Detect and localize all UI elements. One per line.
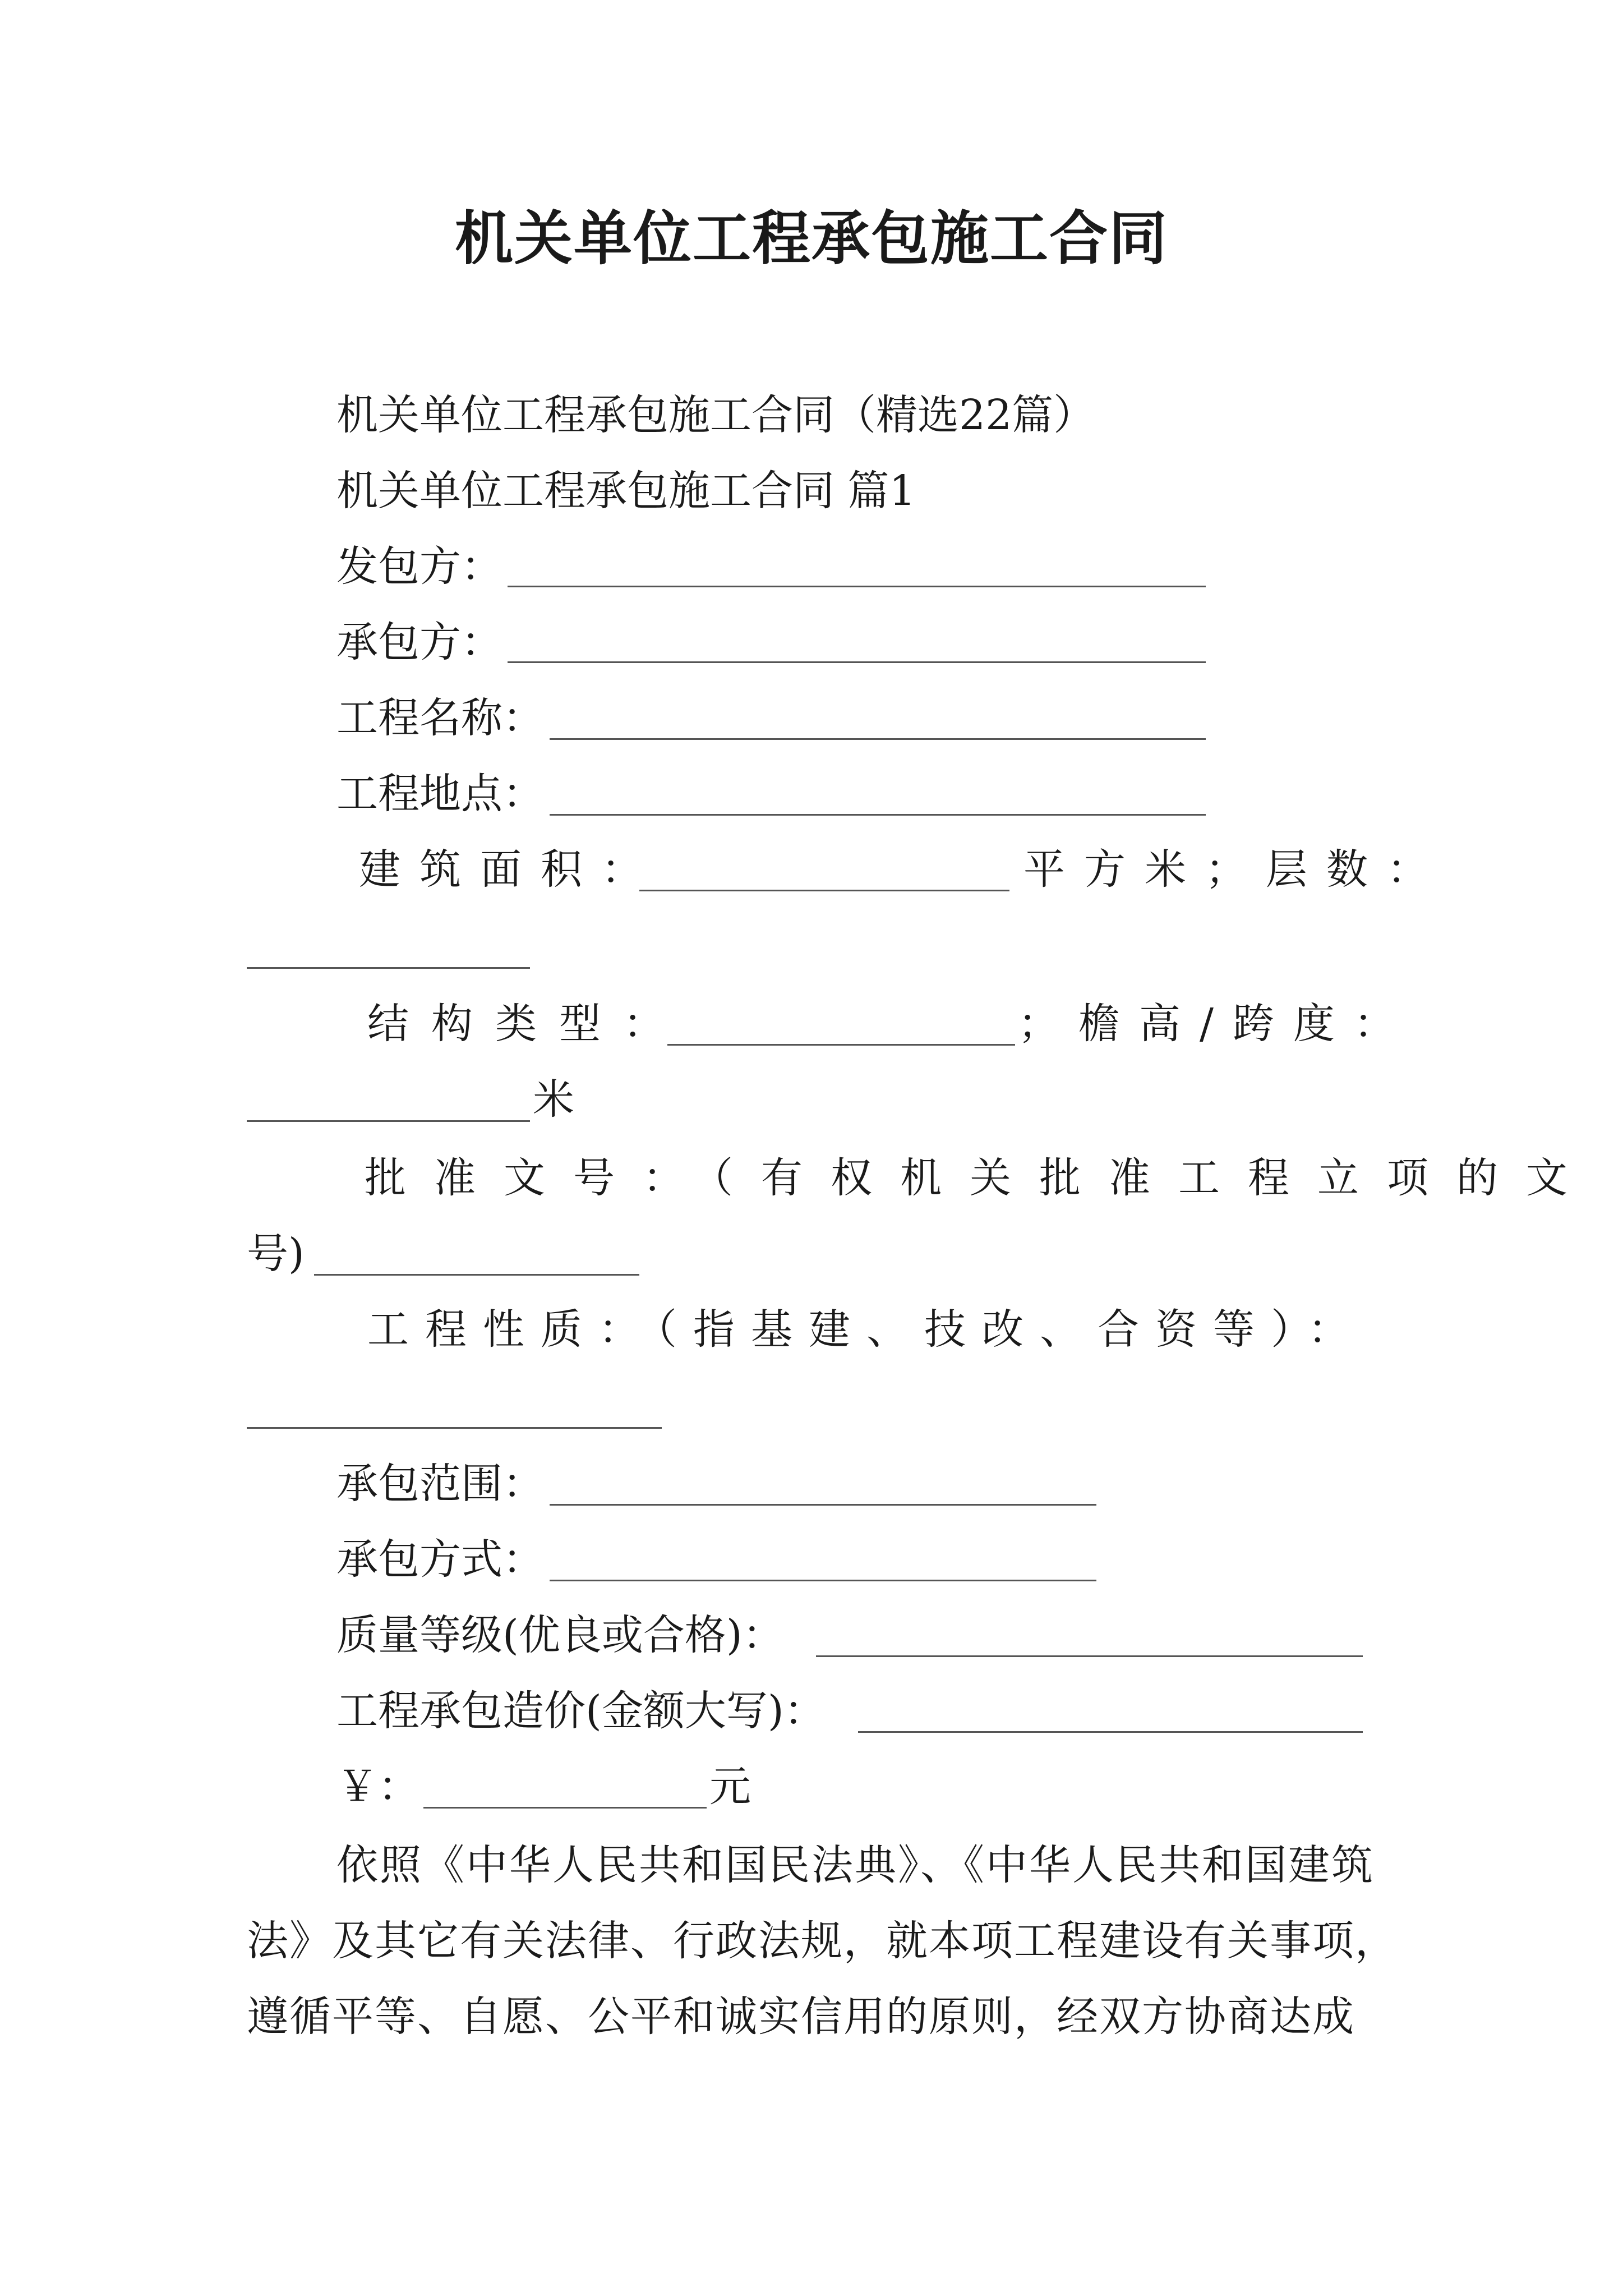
structure-type-blank[interactable] <box>667 1042 1015 1046</box>
structure-type-label: 结构类型： <box>367 1000 687 1048</box>
yuan-unit: 元 <box>709 1763 751 1811</box>
approval-no-blank[interactable] <box>314 1272 639 1276</box>
body-line-3: 遵循平等、自愿、公平和诚实信用的原则，经双方协商达成 <box>247 1993 1355 2041</box>
employer-blank[interactable] <box>508 583 1206 587</box>
floors-blank[interactable] <box>247 965 530 969</box>
contractor-label: 承包方： <box>336 618 502 666</box>
page-title: 机关单位工程承包施工合同 <box>454 204 1168 273</box>
project-location-blank[interactable] <box>550 812 1206 816</box>
area-unit-label: 平方米；层数： <box>1023 845 1447 894</box>
approval-no-cont: 号) <box>247 1230 305 1278</box>
approval-no-label: 批准文号：（有权机关批准工程立项的文 <box>365 1154 1596 1202</box>
building-area-blank[interactable] <box>639 887 1009 891</box>
method-blank[interactable] <box>550 1577 1096 1581</box>
scope-label: 承包范围： <box>336 1460 544 1508</box>
subtitle: 机关单位工程承包施工合同（精选22篇） <box>336 391 1095 439</box>
yen-blank[interactable] <box>423 1805 707 1809</box>
eave-height-blank[interactable] <box>247 1118 530 1122</box>
eave-height-label: ；檐高/跨度： <box>1018 1000 1414 1048</box>
method-label: 承包方式： <box>336 1535 544 1584</box>
project-nature-blank[interactable] <box>247 1425 662 1429</box>
quality-blank[interactable] <box>816 1653 1363 1657</box>
project-location-label: 工程地点： <box>336 770 544 818</box>
body-line-1: 依照《中华人民共和国民法典》、《中华人民共和国建筑 <box>336 1841 1375 1889</box>
price-label: 工程承包造价(金额大写)： <box>336 1687 826 1735</box>
project-name-label: 工程名称： <box>336 694 544 742</box>
project-nature-label: 工程性质：（指基建、技改、合资等）： <box>367 1305 1366 1354</box>
body-line-2: 法》及其它有关法律、行政法规，就本项工程建设有关事项， <box>247 1917 1398 1965</box>
scope-blank[interactable] <box>550 1502 1096 1506</box>
contractor-blank[interactable] <box>508 659 1206 663</box>
employer-label: 发包方： <box>336 542 502 591</box>
building-area-label: 建筑面积： <box>359 845 662 894</box>
quality-label: 质量等级(优良或合格)： <box>336 1611 784 1659</box>
yen-label: ￥： <box>336 1763 419 1811</box>
article-heading: 机关单位工程承包施工合同 篇1 <box>336 467 916 515</box>
project-name-blank[interactable] <box>550 736 1206 740</box>
meter-unit: 米 <box>533 1075 574 1124</box>
price-blank[interactable] <box>858 1729 1363 1733</box>
